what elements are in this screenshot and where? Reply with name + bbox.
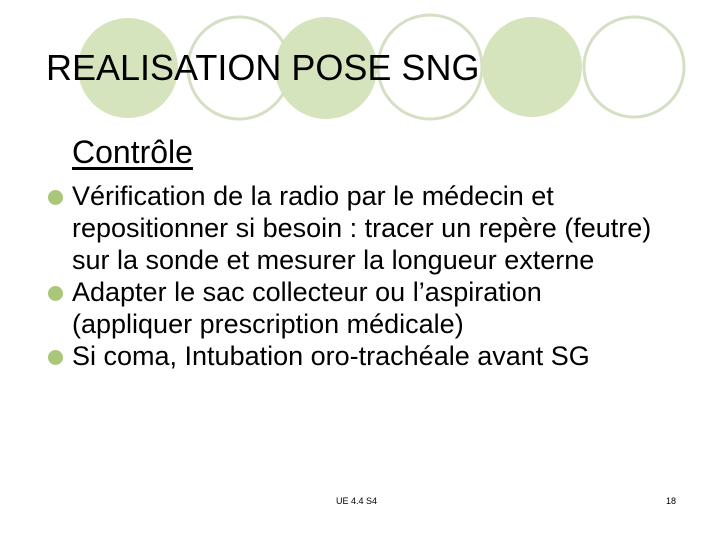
slide-title: REALISATION POSE SNG bbox=[46, 47, 480, 88]
slide-subtitle: Contrôle bbox=[72, 134, 193, 170]
bullet-item bbox=[46, 180, 666, 276]
bullet-text: Si coma, Intubation oro-trachéale avant SG bbox=[72, 341, 590, 371]
bullet-icon bbox=[48, 190, 63, 205]
bullet-item bbox=[46, 276, 666, 340]
bullet-item bbox=[46, 340, 666, 372]
bullet-icon bbox=[48, 286, 63, 301]
bullet-text: Adapter le sac collecteur ou l’aspiration (appliquer prescription médicale) bbox=[72, 277, 542, 339]
slide-footer: UE 4.4 S4 bbox=[336, 496, 378, 506]
bullet-list bbox=[46, 180, 666, 372]
bullet-text: Vérification de la radio par le médecin et repositionner si besoin : tracer un repère (feutre) sur la sonde et mesurer la longueur externe bbox=[72, 181, 652, 275]
page-number: 18 bbox=[666, 496, 677, 506]
bullet-icon bbox=[48, 350, 63, 365]
